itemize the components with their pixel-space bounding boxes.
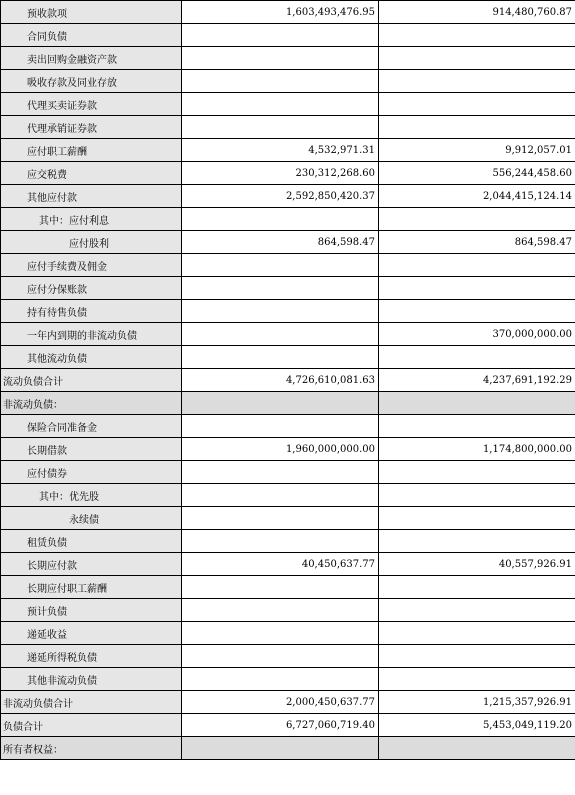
prior-period-value	[379, 599, 575, 622]
current-period-value	[182, 645, 379, 668]
table-row	[1, 645, 575, 668]
prior-period-value: 5,453,049,119.20	[379, 714, 575, 737]
row-label-cell	[1, 714, 182, 737]
table-row	[1, 139, 575, 162]
table-row	[1, 254, 575, 277]
row-label: 卖出回购金融资产款	[27, 54, 117, 66]
current-period-value: 40,450,637.77	[182, 553, 379, 576]
row-label-cell	[1, 162, 182, 185]
table-row	[1, 47, 575, 70]
prior-period-value	[379, 737, 575, 760]
current-period-value	[182, 116, 379, 139]
prior-period-value: 2,044,415,124.14	[379, 185, 575, 208]
prior-period-value: 914,480,760.87	[379, 1, 575, 24]
row-label-cell	[1, 323, 182, 346]
table-row	[1, 599, 575, 622]
row-label-cell	[1, 369, 182, 392]
row-label: 预计负债	[27, 606, 67, 618]
current-period-value: 864,598.47	[182, 231, 379, 254]
table-row	[1, 668, 575, 691]
table-row	[1, 346, 575, 369]
current-period-value: 6,727,060,719.40	[182, 714, 379, 737]
row-label-cell	[1, 277, 182, 300]
table-row	[1, 438, 575, 461]
row-label-cell	[1, 139, 182, 162]
row-label-cell	[1, 231, 182, 254]
row-label: 流动负债合计	[3, 376, 63, 388]
row-label-cell	[1, 484, 182, 507]
table-row	[1, 507, 575, 530]
row-label-cell	[1, 461, 182, 484]
table-row	[1, 70, 575, 93]
table-row	[1, 277, 575, 300]
table-row	[1, 231, 575, 254]
prior-period-value: 4,237,691,192.29	[379, 369, 575, 392]
current-period-value: 4,532,971.31	[182, 139, 379, 162]
prior-period-value	[379, 346, 575, 369]
table-row	[1, 484, 575, 507]
current-period-value	[182, 576, 379, 599]
row-label-cell	[1, 576, 182, 599]
current-period-value	[182, 507, 379, 530]
current-period-value: 2,592,850,420.37	[182, 185, 379, 208]
row-label: 所有者权益：	[3, 744, 63, 756]
row-label: 非流动负债合计	[3, 698, 73, 710]
current-period-value: 1,603,493,476.95	[182, 1, 379, 24]
table-row	[1, 530, 575, 553]
row-label: 其中：应付利息	[39, 215, 109, 227]
prior-period-value: 1,215,357,926.91	[379, 691, 575, 714]
row-label: 应付股利	[69, 238, 109, 250]
table-row	[1, 208, 575, 231]
current-period-value	[182, 461, 379, 484]
row-label: 应付职工薪酬	[27, 146, 87, 158]
row-label: 应付分保账款	[27, 284, 87, 296]
row-label: 代理承销证券款	[27, 123, 97, 135]
table-row	[1, 737, 575, 760]
row-label: 其他应付款	[27, 192, 77, 204]
row-label: 合同负债	[27, 31, 67, 43]
row-label: 保险合同准备金	[27, 422, 97, 434]
table-row	[1, 392, 575, 415]
current-period-value	[182, 346, 379, 369]
prior-period-value	[379, 668, 575, 691]
current-period-value	[182, 254, 379, 277]
current-period-value	[182, 599, 379, 622]
table-row	[1, 93, 575, 116]
prior-period-value: 370,000,000.00	[379, 323, 575, 346]
table-row	[1, 1, 575, 24]
row-label-cell	[1, 599, 182, 622]
prior-period-value	[379, 277, 575, 300]
row-label-cell	[1, 300, 182, 323]
row-label-cell	[1, 691, 182, 714]
table-row	[1, 714, 575, 737]
prior-period-value	[379, 300, 575, 323]
current-period-value	[182, 208, 379, 231]
row-label-cell	[1, 1, 182, 24]
row-label-cell	[1, 737, 182, 760]
table-row	[1, 162, 575, 185]
row-label: 预收款项	[27, 8, 67, 20]
row-label-cell	[1, 668, 182, 691]
row-label-cell	[1, 415, 182, 438]
current-period-value	[182, 530, 379, 553]
prior-period-value: 40,557,926.91	[379, 553, 575, 576]
prior-period-value	[379, 507, 575, 530]
table-row	[1, 185, 575, 208]
current-period-value	[182, 668, 379, 691]
current-period-value	[182, 737, 379, 760]
prior-period-value	[379, 622, 575, 645]
table-row	[1, 415, 575, 438]
prior-period-value	[379, 254, 575, 277]
row-label: 应交税费	[27, 169, 67, 181]
row-label: 负债合计	[3, 721, 43, 733]
row-label: 递延收益	[27, 629, 67, 641]
row-label: 递延所得税负债	[27, 652, 97, 664]
table-row	[1, 576, 575, 599]
row-label-cell	[1, 553, 182, 576]
prior-period-value	[379, 415, 575, 438]
prior-period-value: 1,174,800,000.00	[379, 438, 575, 461]
row-label: 非流动负债：	[3, 399, 63, 411]
row-label-cell	[1, 208, 182, 231]
row-label: 持有待售负债	[27, 307, 87, 319]
table-row	[1, 116, 575, 139]
prior-period-value	[379, 576, 575, 599]
current-period-value: 4,726,610,081.63	[182, 369, 379, 392]
prior-period-value	[379, 392, 575, 415]
prior-period-value	[379, 208, 575, 231]
current-period-value: 1,960,000,000.00	[182, 438, 379, 461]
current-period-value	[182, 392, 379, 415]
row-label: 长期借款	[27, 445, 67, 457]
prior-period-value	[379, 461, 575, 484]
prior-period-value: 864,598.47	[379, 231, 575, 254]
current-period-value	[182, 24, 379, 47]
row-label: 一年内到期的非流动负债	[27, 330, 137, 342]
prior-period-value	[379, 645, 575, 668]
prior-period-value: 556,244,458.60	[379, 162, 575, 185]
row-label: 应付手续费及佣金	[27, 261, 107, 273]
current-period-value	[182, 622, 379, 645]
table-row	[1, 323, 575, 346]
prior-period-value	[379, 70, 575, 93]
row-label: 永续债	[69, 514, 99, 526]
liabilities-table-body	[1, 1, 575, 760]
row-label-cell	[1, 254, 182, 277]
row-label-cell	[1, 645, 182, 668]
row-label-cell	[1, 185, 182, 208]
current-period-value	[182, 47, 379, 70]
prior-period-value	[379, 24, 575, 47]
prior-period-value	[379, 47, 575, 70]
current-period-value: 2,000,450,637.77	[182, 691, 379, 714]
row-label: 其中：优先股	[39, 491, 99, 503]
row-label: 长期应付款	[27, 560, 77, 572]
prior-period-value: 9,912,057.01	[379, 139, 575, 162]
row-label-cell	[1, 24, 182, 47]
prior-period-value	[379, 93, 575, 116]
table-row	[1, 24, 575, 47]
table-row	[1, 553, 575, 576]
row-label-cell	[1, 116, 182, 139]
row-label: 租赁负债	[27, 537, 67, 549]
table-row	[1, 691, 575, 714]
row-label-cell	[1, 47, 182, 70]
row-label-cell	[1, 70, 182, 93]
row-label-cell	[1, 93, 182, 116]
row-label-cell	[1, 530, 182, 553]
row-label: 其他非流动负债	[27, 675, 97, 687]
current-period-value	[182, 300, 379, 323]
row-label-cell	[1, 622, 182, 645]
row-label-cell	[1, 392, 182, 415]
table-row	[1, 369, 575, 392]
row-label-cell	[1, 438, 182, 461]
current-period-value	[182, 415, 379, 438]
current-period-value	[182, 277, 379, 300]
table-row	[1, 300, 575, 323]
prior-period-value	[379, 116, 575, 139]
row-label: 代理买卖证券款	[27, 100, 97, 112]
prior-period-value	[379, 530, 575, 553]
current-period-value	[182, 70, 379, 93]
current-period-value	[182, 484, 379, 507]
row-label: 长期应付职工薪酬	[27, 583, 107, 595]
prior-period-value	[379, 484, 575, 507]
current-period-value: 230,312,268.60	[182, 162, 379, 185]
table-row	[1, 622, 575, 645]
row-label: 其他流动负债	[27, 353, 87, 365]
row-label-cell	[1, 507, 182, 530]
current-period-value	[182, 323, 379, 346]
table-row	[1, 461, 575, 484]
row-label: 应付债券	[27, 468, 67, 480]
row-label: 吸收存款及同业存放	[27, 77, 117, 89]
current-period-value	[182, 93, 379, 116]
row-label-cell	[1, 346, 182, 369]
